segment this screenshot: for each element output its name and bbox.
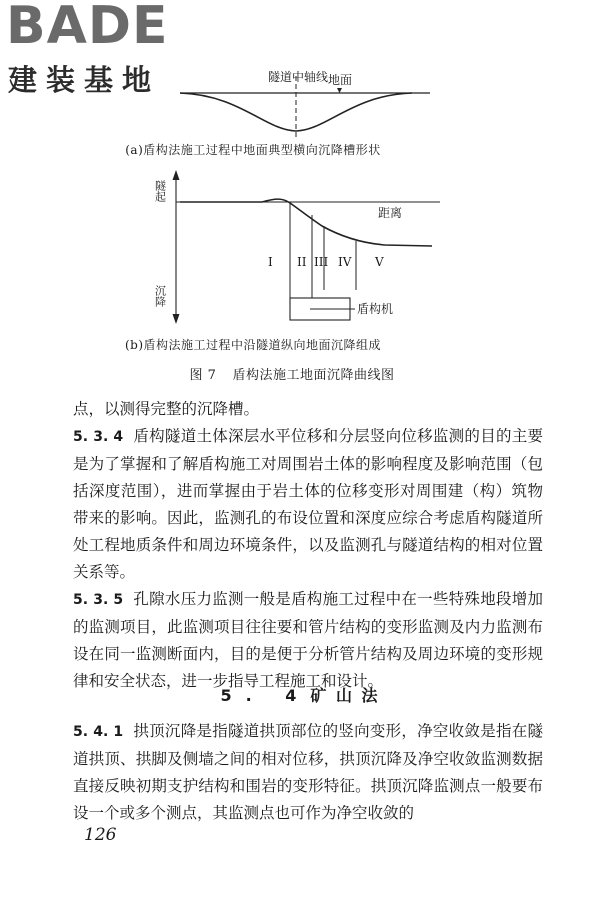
zone-label-3: III xyxy=(314,255,329,269)
paragraph-text: 拱顶沉降是指隧道拱顶部位的竖向变形，净空收敛是指在隧道拱顶、拱脚及侧墙之间的相对位移，拱顶沉降及净空收敛监测数据直接反映初期支护结构和围岩的变形特征。拱顶沉降监测点一般要布设一个或多个测点，其监测点也可作为净空收敛的 xyxy=(73,722,543,822)
logo-subtitle: 建装基地 xyxy=(8,63,161,97)
paragraph-5-4-1 xyxy=(73,718,543,827)
body-text-lower xyxy=(73,718,543,827)
figure-b xyxy=(154,170,441,324)
paragraph-number: 5. 3. 5 xyxy=(73,592,124,608)
label-tunnel-axis: 隧道中轴线 xyxy=(268,70,329,84)
figure-caption xyxy=(0,364,600,383)
zone-label-5: V xyxy=(375,255,384,269)
zone-label-4: IV xyxy=(338,255,352,269)
page-number: 126 xyxy=(84,825,117,845)
arrow-up xyxy=(173,170,180,180)
figure-diagram xyxy=(0,0,600,360)
figure-a-caption: (a)盾构法施工过程中地面典型横向沉降槽形状 xyxy=(125,143,381,157)
ground-marker xyxy=(337,88,342,93)
label-settle: 沉降 xyxy=(153,285,167,307)
figure-number: 图 7 xyxy=(189,368,217,383)
figure-a xyxy=(180,69,430,138)
section-title: 矿 山 法 xyxy=(310,686,380,705)
zone-label-2: II xyxy=(297,255,307,269)
paragraph-number: 5. 3. 4 xyxy=(73,429,124,445)
zone-label-1: I xyxy=(268,255,273,269)
label-distance: 距离 xyxy=(378,206,403,220)
paragraph-continuation xyxy=(73,396,543,423)
body-text-upper xyxy=(73,396,543,695)
arrow-down xyxy=(173,314,180,324)
logo-title: BADE xyxy=(6,0,169,56)
paragraph-5-3-5 xyxy=(73,586,543,695)
section-number: 5. 4 xyxy=(220,686,311,705)
paragraph-text: 孔隙水压力监测一般是盾构施工过程中在一些特殊地段增加的监测项目，此监测项目往往要和管片结构的变形监测及内力监测布设在同一监测断面内，目的是便于分析管片结构及周边环境的变形规律和安全状态，进一步指导工程施工和设计。 xyxy=(73,590,543,690)
label-ground: 地面 xyxy=(328,73,353,87)
label-shield-machine: 盾构机 xyxy=(357,302,394,316)
paragraph-5-3-4 xyxy=(73,423,543,586)
section-heading xyxy=(0,683,600,706)
figure-title: 盾构法施工地面沉降曲线图 xyxy=(232,368,395,383)
figure-b-caption: (b)盾构法施工过程中沿隧道纵向地面沉降组成 xyxy=(124,338,382,352)
paragraph-text: 点，以测得完整的沉降槽。 xyxy=(73,400,260,418)
paragraph-text: 盾构隧道土体深层水平位移和分层竖向位移监测的目的主要是为了掌握和了解盾构施工对周围岩土体的影响程度及影响范围（包括深度范围），进而掌握由于岩土体的位移变形对周围建（构）筑物带来的影响。因此，监测孔的布设位置和深度应综合考虑盾构隧道所处工程地质条件和周边环境条件，以及监测孔与隧道结构的相对位置关系等。 xyxy=(73,427,543,581)
label-heave: 隧起 xyxy=(153,180,167,202)
paragraph-number: 5. 4. 1 xyxy=(73,724,124,740)
